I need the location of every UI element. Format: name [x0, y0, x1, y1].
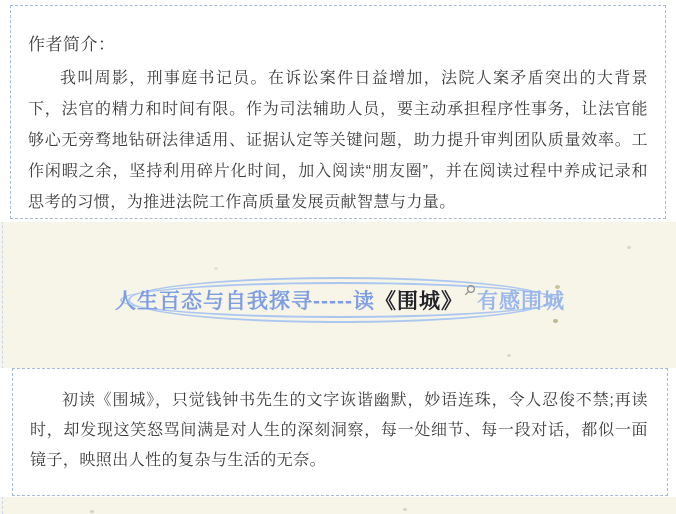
author-intro-block: [28, 32, 648, 218]
review-paragraph: 初读《围城》，只觉钱钟书先生的文字诙谐幽默，妙语连珠，令人忍俊不禁;再读时，却发现这笑怒骂间满是对人生的深刻洞察，每一处细节、每一段对话，都似一面镜子，映照出人性的复杂与生活的无奈。: [30, 392, 648, 469]
essay-title: [108, 277, 572, 323]
search-icon[interactable]: [464, 279, 476, 303]
paper-speck: [627, 246, 631, 249]
paper-speck: [507, 354, 511, 357]
review-block: [30, 386, 648, 476]
paper-speck: [214, 267, 218, 270]
title-segment-suffix: 有感围城: [476, 290, 565, 313]
author-intro-heading: 作者简介：: [28, 35, 116, 54]
essay-title-banner: [115, 277, 565, 323]
paper-speck: [403, 508, 407, 511]
paper-speck: [90, 510, 94, 513]
author-intro-paragraph: 我叫周影，刑事庭书记员。在诉讼案件日益增加，法院人案矛盾突出的大背景下，法官的精力和时间有限。作为司法辅助人员，要主动承担程序性事务，让法官能够心无旁骛地钻研法律适用、证据认定等关键问题，助力提升审判团队质量效率。工作闲暇之余，坚持利用碎片化时间，加入阅读“朋友圈”，并在阅读过程中养成记录和思考的习惯，为推进法院工作高质量发展贡献智慧与力量。: [28, 70, 648, 211]
title-segment-book-name: 《围城》: [374, 290, 463, 313]
title-segment-main: 人生百态与自我探寻-----读: [115, 290, 375, 313]
